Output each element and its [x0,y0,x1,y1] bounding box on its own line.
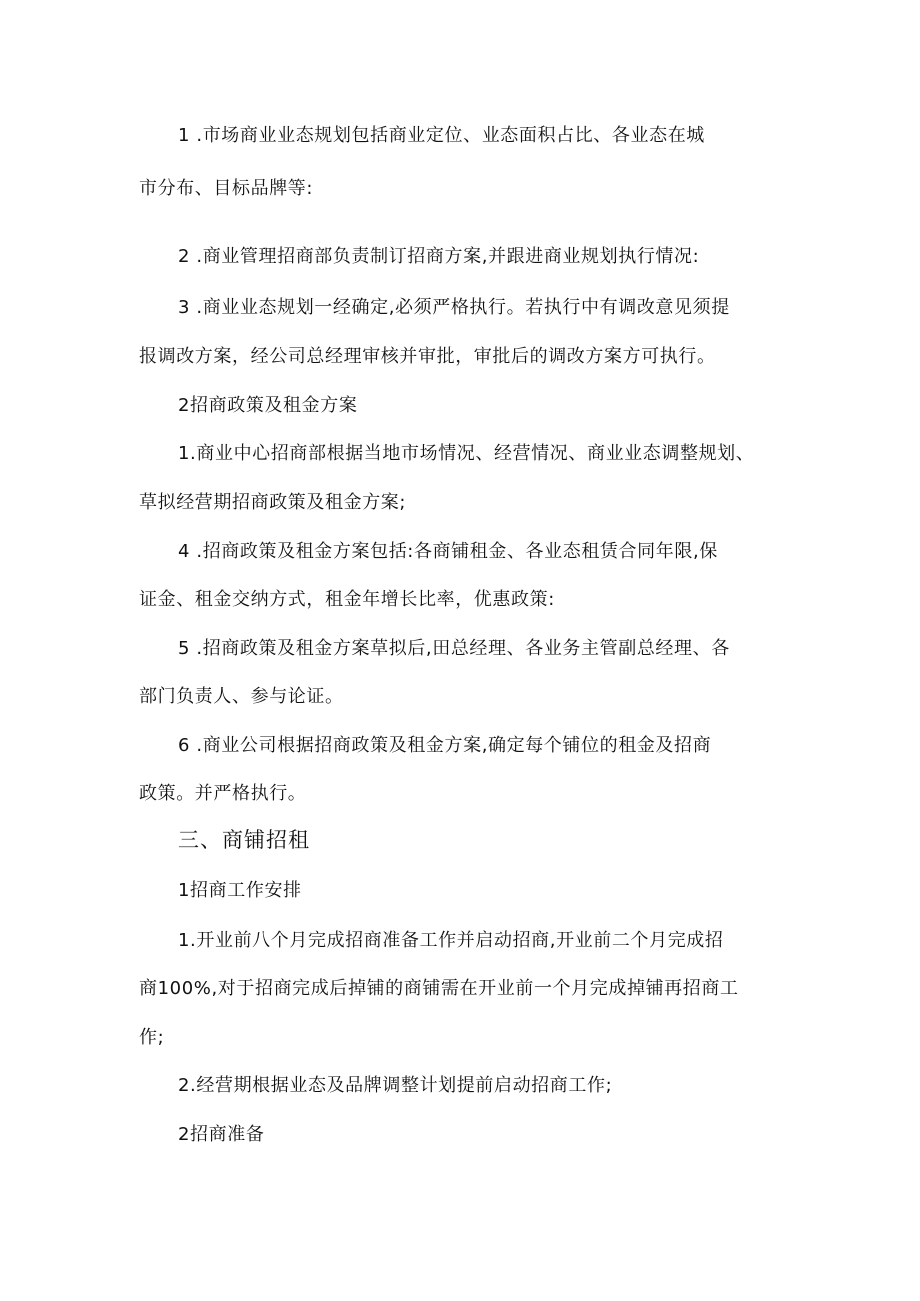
paragraph-line-8: 4 .招商政策及租金方案包括:各商铺租金、各业态租赁合同年限,保 [178,541,718,562]
paragraph-line-6: 1.商业中心招商部根据当地市场情况、经营情况、商业业态调整规划、 [178,443,755,464]
paragraph-line-10: 5 .招商政策及租金方案草拟后,田总经理、各业务主管副总经理、各 [178,638,730,659]
paragraph-line-15: 商100%,对于招商完成后掉铺的商铺需在开业前一个月完成掉铺再招商工 [139,978,739,999]
paragraph-line-4: 3 .商业业态规划一经确定,必须严格执行。若执行中有调改意见须提 [178,297,730,318]
paragraph-line-17: 2.经营期根据业态及品牌调整计划提前启动招商工作; [178,1075,613,1096]
paragraph-line-16: 作; [139,1027,165,1048]
paragraph-line-11: 部门负责人、参与论证。 [139,686,344,707]
paragraph-line-13: 政策。并严格执行。 [139,783,307,804]
paragraph-line-12: 6 .商业公司根据招商政策及租金方案,确定每个铺位的租金及招商 [178,735,712,756]
paragraph-line-3: 2 .商业管理招商部负责制订招商方案,并跟进商业规划执行情况: [178,246,700,267]
section-subtitle-1: 2招商政策及租金方案 [178,395,358,416]
paragraph-line-14: 1.开业前八个月完成招商准备工作并启动招商,开业前二个月完成招 [178,930,724,951]
section-heading: 三、商铺招租 [178,828,310,852]
paragraph-line-7: 草拟经营期招商政策及租金方案; [139,492,407,513]
paragraph-line-9: 证金、租金交纳方式，租金年增长比率，优惠政策: [139,589,555,610]
paragraph-line-2: 市分布、目标品牌等: [139,178,314,199]
paragraph-line-5: 报调改方案，经公司总经理审核并审批，审批后的调改方案方可执行。 [139,346,716,367]
paragraph-line-1: 1 .市场商业业态规划包括商业定位、业态面积占比、各业态在城 [178,125,705,146]
section-subtitle-3: 2招商准备 [178,1124,265,1145]
section-subtitle-2: 1招商工作安排 [178,880,302,901]
